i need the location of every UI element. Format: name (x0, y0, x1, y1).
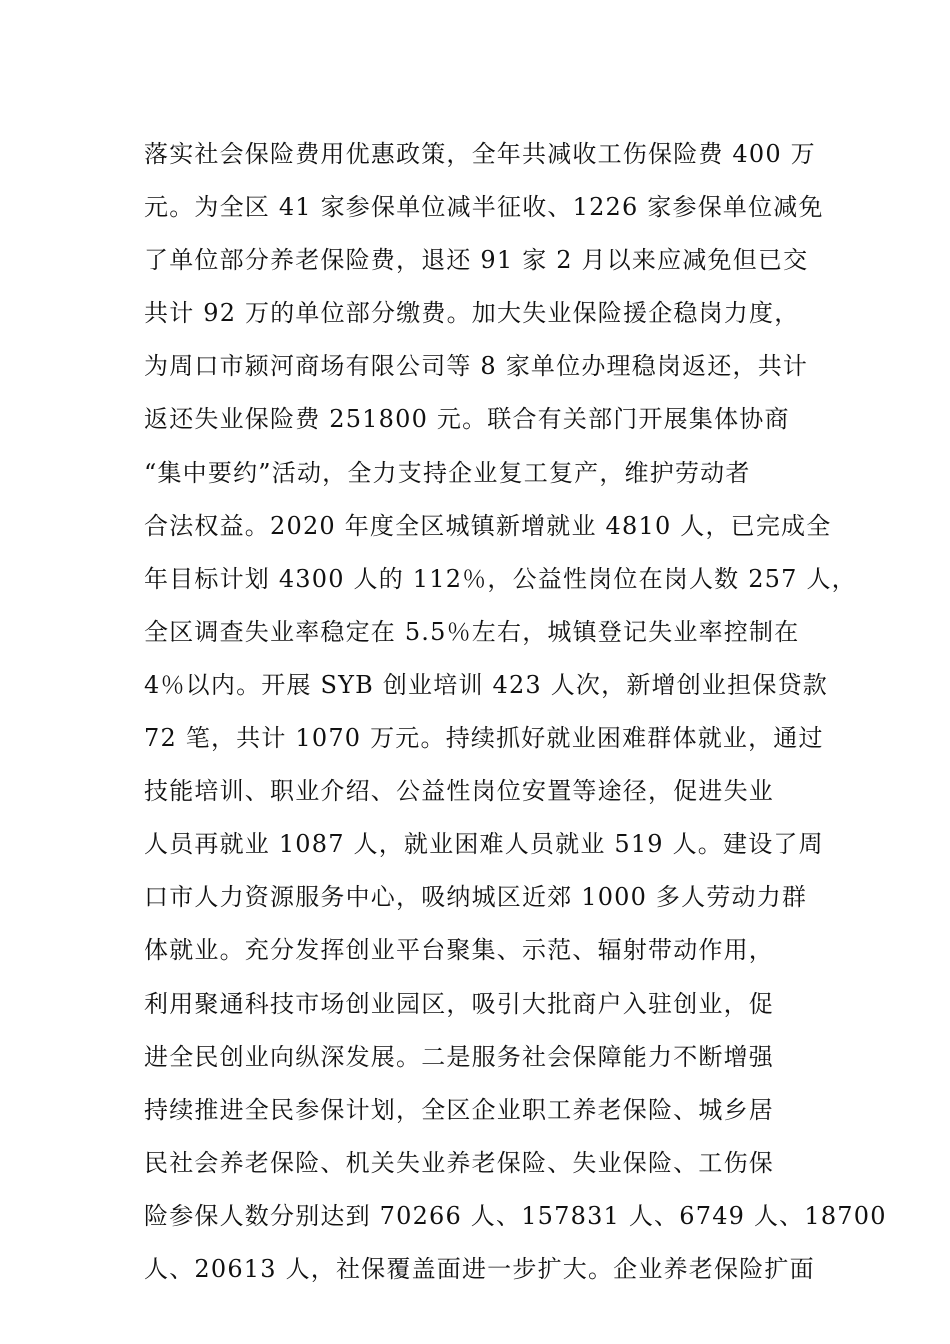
text-line: 4％以内。开展 SYB 创业培训 423 人次，新增创业担保贷款 (144, 670, 828, 699)
text-line: 利用聚通科技市场创业园区，吸引大批商户入驻创业，促 (144, 989, 774, 1018)
text-line: 全区调查失业率稳定在 5.5％左右，城镇登记失业率控制在 (144, 617, 800, 646)
text-line: 民社会养老保险、机关失业养老保险、失业保险、工伤保 (144, 1148, 774, 1177)
text-line: 人员再就业 1087 人，就业困难人员就业 519 人。建设了周 (144, 830, 824, 859)
text-line: 人、20613 人，社保覆盖面进一步扩大。企业养老保险扩面 (144, 1254, 815, 1283)
text-line: 技能培训、职业介绍、公益性岗位安置等途径，促进失业 (144, 777, 774, 806)
text-line: 持续推进全民参保计划，全区企业职工养老保险、城乡居 (144, 1095, 774, 1124)
text-line: 年目标计划 4300 人的 112％，公益性岗位在岗人数 257 人， (144, 564, 857, 593)
text-line: 落实社会保险费用优惠政策，全年共减收工伤保险费 400 万 (144, 140, 816, 168)
text-line: “集中要约”活动，全力支持企业复工复产，维护劳动者 (144, 458, 751, 487)
text-line: 元。为全区 41 家参保单位减半征收、1226 家参保单位减免 (144, 193, 824, 222)
text-line: 险参保人数分别达到 70266 人、157831 人、6749 人、18700 (144, 1201, 887, 1230)
text-line: 了单位部分养老保险费，退还 91 家 2 月以来应减免但已交 (144, 246, 809, 275)
text-line: 合法权益。2020 年度全区城镇新增就业 4810 人，已完成全 (144, 511, 832, 540)
text-line: 为周口市颍河商场有限公司等 8 家单位办理稳岗返还，共计 (144, 352, 809, 381)
body-text (144, 128, 887, 1296)
text-line: 共计 92 万的单位部分缴费。加大失业保险援企稳岗力度， (144, 299, 800, 328)
text-line: 返还失业保险费 251800 元。联合有关部门开展集体协商 (144, 405, 790, 434)
text-line: 进全民创业向纵深发展。二是服务社会保障能力不断增强 (144, 1042, 774, 1071)
text-line: 72 笔，共计 1070 万元。持续抓好就业困难群体就业，通过 (144, 724, 824, 753)
text-line: 体就业。充分发挥创业平台聚集、示范、辐射带动作用， (144, 936, 774, 965)
text-line: 口市人力资源服务中心，吸纳城区近郊 1000 多人劳动力群 (144, 883, 808, 912)
